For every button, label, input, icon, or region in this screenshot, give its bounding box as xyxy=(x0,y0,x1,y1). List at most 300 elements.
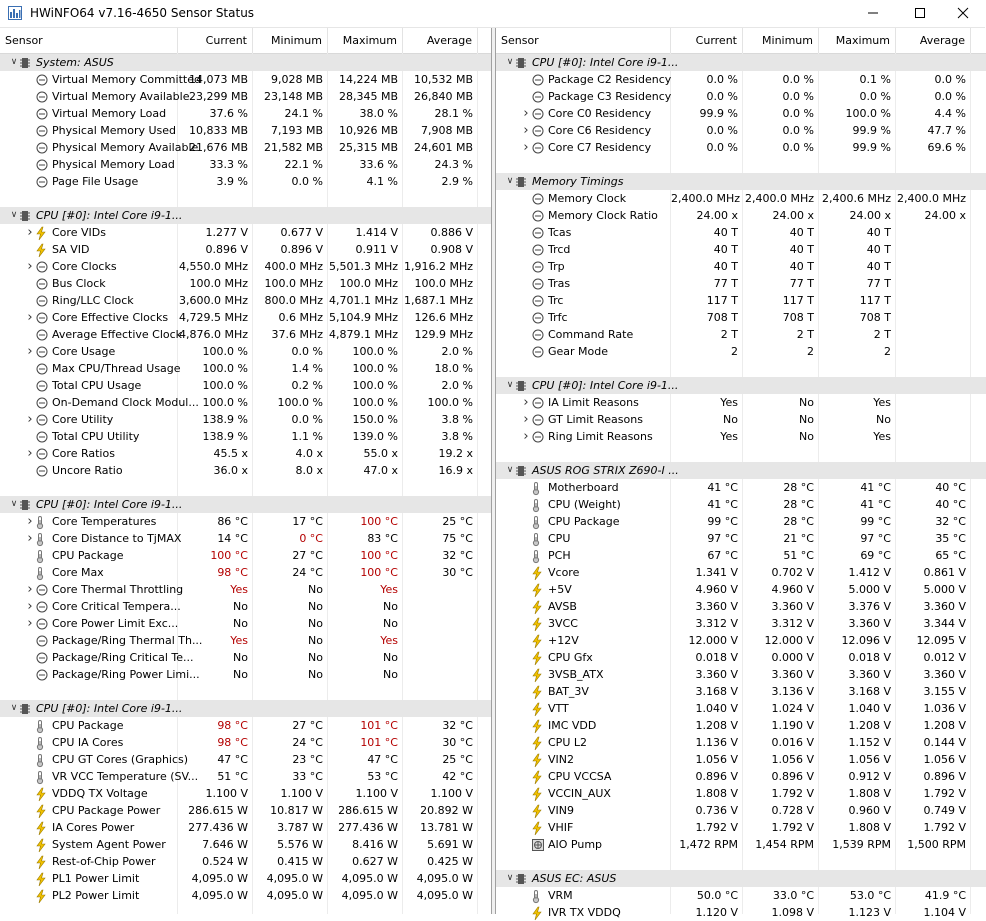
sensor-row[interactable] xyxy=(496,275,986,292)
clock-icon xyxy=(532,430,544,444)
expand-chevron-icon[interactable]: › xyxy=(27,310,33,325)
minimum-value: 0.0 % xyxy=(291,345,323,358)
current-value: 100.0 % xyxy=(202,345,248,358)
sensor-row[interactable] xyxy=(496,309,986,326)
sensor-row[interactable] xyxy=(496,326,986,343)
clock-icon xyxy=(36,379,48,393)
sensor-name-cell xyxy=(520,700,669,717)
sensor-row[interactable] xyxy=(496,122,986,139)
collapse-chevron-icon[interactable]: ∨ xyxy=(10,703,18,713)
minimum-value: 24 °C xyxy=(292,736,323,749)
chip-icon xyxy=(516,872,528,886)
average-value: 40 °C xyxy=(935,498,966,511)
sensor-label: Total CPU Usage xyxy=(52,379,142,392)
sensor-row[interactable] xyxy=(496,887,986,904)
current-value: 41 °C xyxy=(707,481,738,494)
spacer-row xyxy=(0,683,491,700)
sensor-row[interactable] xyxy=(0,122,491,139)
sensor-row[interactable] xyxy=(496,615,986,632)
bolt-icon xyxy=(36,855,48,869)
therm-icon xyxy=(36,770,48,784)
sensor-name-cell xyxy=(520,275,669,292)
minimum-value: 100.0 MHz xyxy=(264,277,323,290)
sensor-row[interactable] xyxy=(0,785,491,802)
sensor-row[interactable] xyxy=(496,683,986,700)
sensor-name-cell xyxy=(520,343,669,360)
sensor-row[interactable] xyxy=(496,598,986,615)
maximum-value: No xyxy=(383,651,398,664)
clock-icon xyxy=(36,447,48,461)
sensor-group-row[interactable] xyxy=(496,870,986,887)
current-value: 0.736 V xyxy=(695,804,738,817)
no-chevron xyxy=(24,870,36,887)
expand-chevron-icon[interactable]: › xyxy=(523,106,529,121)
average-value: 5.691 W xyxy=(427,838,473,851)
group-title: CPU [#0]: Intel Core i9-1... xyxy=(36,702,183,715)
no-chevron xyxy=(24,564,36,581)
sensor-row[interactable] xyxy=(0,428,491,445)
sensor-row[interactable] xyxy=(496,258,986,275)
maximum-value: 100 °C xyxy=(360,549,398,562)
sensor-row[interactable] xyxy=(0,598,491,615)
sensor-row[interactable] xyxy=(496,71,986,88)
no-chevron xyxy=(520,241,532,258)
sensor-row[interactable] xyxy=(0,445,491,462)
close-icon xyxy=(957,7,969,19)
minimum-value: 5.576 W xyxy=(277,838,323,851)
sensor-row[interactable] xyxy=(0,156,491,173)
sensor-name-cell xyxy=(24,139,199,156)
sensor-pane-left[interactable] xyxy=(0,28,492,914)
no-chevron xyxy=(520,547,532,564)
average-value: 3.360 V xyxy=(923,600,966,613)
maximum-value: 8.416 W xyxy=(352,838,398,851)
sensor-row[interactable] xyxy=(496,666,986,683)
close-button[interactable] xyxy=(940,0,986,27)
current-value: 21,676 MB xyxy=(188,141,248,154)
sensor-label: Core Effective Clocks xyxy=(52,311,169,324)
current-value: 47 °C xyxy=(217,753,248,766)
collapse-chevron-icon[interactable]: ∨ xyxy=(506,873,514,883)
clock-icon xyxy=(532,328,544,342)
maximum-value: 47 °C xyxy=(367,753,398,766)
sensor-group-row[interactable] xyxy=(0,207,491,224)
average-value: 24,601 MB xyxy=(413,141,473,154)
sensor-row[interactable] xyxy=(496,649,986,666)
expand-chevron-icon[interactable]: › xyxy=(27,446,33,461)
expand-chevron-icon[interactable]: › xyxy=(523,429,529,444)
sensor-row[interactable] xyxy=(0,632,491,649)
sensor-row[interactable] xyxy=(0,887,491,904)
chip-icon xyxy=(516,175,528,189)
sensor-group-row[interactable] xyxy=(0,700,491,717)
current-value: 4,876.0 MHz xyxy=(178,328,248,341)
maximum-value: Yes xyxy=(380,583,398,596)
minimum-value: 4,095.0 W xyxy=(266,872,323,885)
sensor-row[interactable] xyxy=(0,734,491,751)
average-value: 100.0 MHz xyxy=(414,277,473,290)
bolt-icon xyxy=(532,651,544,665)
sensor-row[interactable] xyxy=(0,853,491,870)
sensor-row[interactable] xyxy=(496,836,986,853)
sensor-row[interactable] xyxy=(496,105,986,122)
sensor-row[interactable] xyxy=(496,547,986,564)
maximum-value: 117 T xyxy=(859,294,891,307)
average-value: 24.3 % xyxy=(434,158,473,171)
column-header-current[interactable]: Current xyxy=(178,28,253,53)
group-title: ASUS ROG STRIX Z690-I ... xyxy=(532,464,679,477)
current-value: 2 xyxy=(731,345,738,358)
sensor-row[interactable] xyxy=(0,462,491,479)
expand-chevron-icon[interactable]: › xyxy=(27,259,33,274)
average-value: 69.6 % xyxy=(927,141,966,154)
average-value: 1,500 RPM xyxy=(907,838,966,851)
sensor-row[interactable] xyxy=(496,207,986,224)
no-chevron xyxy=(520,666,532,683)
minimum-value: 3.136 V xyxy=(771,685,814,698)
maximum-value: 25,315 MB xyxy=(338,141,398,154)
sensor-row[interactable] xyxy=(0,105,491,122)
sensor-row[interactable] xyxy=(0,666,491,683)
minimum-value: 1.4 % xyxy=(291,362,323,375)
no-chevron xyxy=(24,887,36,904)
current-value: 33.3 % xyxy=(209,158,248,171)
no-chevron xyxy=(24,292,36,309)
column-header-maximum[interactable]: Maximum xyxy=(819,28,896,53)
expand-chevron-icon[interactable]: › xyxy=(27,225,33,240)
sensor-row[interactable] xyxy=(0,547,491,564)
average-value: 2,400.0 MHz xyxy=(896,192,966,205)
sensor-name-cell xyxy=(24,751,189,768)
sensor-label: Core Temperatures xyxy=(52,515,157,528)
current-value: 3.360 V xyxy=(695,600,738,613)
column-header-minimum[interactable]: Minimum xyxy=(743,28,819,53)
average-value xyxy=(896,275,971,292)
sensor-group-row[interactable] xyxy=(496,173,986,190)
sensor-group-row[interactable] xyxy=(496,377,986,394)
sensor-row[interactable] xyxy=(496,292,986,309)
sensor-name-cell xyxy=(520,88,672,105)
clock-icon xyxy=(532,345,544,359)
expand-chevron-icon[interactable]: › xyxy=(27,531,33,546)
maximum-value: 100.0 % xyxy=(352,396,398,409)
sensor-row[interactable] xyxy=(0,377,491,394)
bolt-icon xyxy=(532,702,544,716)
current-value: 67 °C xyxy=(707,549,738,562)
sensor-row[interactable] xyxy=(496,241,986,258)
group-title: CPU [#0]: Intel Core i9-1... xyxy=(532,379,679,392)
sensor-row[interactable] xyxy=(0,139,491,156)
sensor-row[interactable] xyxy=(0,513,491,530)
sensor-row[interactable] xyxy=(496,751,986,768)
sensor-row[interactable] xyxy=(496,768,986,785)
sensor-row[interactable] xyxy=(496,564,986,581)
current-value: 36.0 x xyxy=(213,464,248,477)
no-chevron xyxy=(24,853,36,870)
sensor-row[interactable] xyxy=(496,428,986,445)
maximum-value: 101 °C xyxy=(360,719,398,732)
sensor-name-cell xyxy=(24,649,194,666)
sensor-name-cell xyxy=(24,309,176,326)
sensor-row[interactable] xyxy=(0,224,491,241)
sensor-row[interactable] xyxy=(496,139,986,156)
sensor-name-cell xyxy=(24,615,179,632)
no-chevron xyxy=(24,105,36,122)
column-header xyxy=(496,28,986,54)
sensor-row[interactable] xyxy=(496,513,986,530)
clock-icon xyxy=(36,260,48,274)
column-header-maximum[interactable]: Maximum xyxy=(328,28,403,53)
minimum-value: 1.792 V xyxy=(771,821,814,834)
sensor-row[interactable] xyxy=(0,836,491,853)
sensor-row[interactable] xyxy=(496,496,986,513)
sensor-label: Core Usage xyxy=(52,345,116,358)
sensor-group-row[interactable] xyxy=(496,462,986,479)
expand-chevron-icon[interactable]: › xyxy=(523,140,529,155)
sensor-label: PCH xyxy=(548,549,571,562)
therm-icon xyxy=(532,549,544,563)
maximize-button[interactable] xyxy=(897,0,943,27)
column-header-minimum[interactable]: Minimum xyxy=(253,28,328,53)
minimum-value: 0.0 % xyxy=(782,90,814,103)
sensor-row[interactable] xyxy=(0,870,491,887)
maximum-value: 100.0 MHz xyxy=(339,277,398,290)
expand-chevron-icon[interactable]: › xyxy=(27,344,33,359)
collapse-chevron-icon[interactable]: ∨ xyxy=(10,57,18,67)
sensor-row[interactable] xyxy=(0,717,491,734)
sensor-row[interactable] xyxy=(0,802,491,819)
expand-chevron-icon[interactable]: › xyxy=(523,412,529,427)
sensor-row[interactable] xyxy=(0,71,491,88)
sensor-pane-right[interactable] xyxy=(495,28,986,919)
minimum-value: 1.1 % xyxy=(291,430,323,443)
sensor-label: Core C0 Residency xyxy=(548,107,652,120)
collapse-chevron-icon[interactable]: ∨ xyxy=(10,499,18,509)
sensor-row[interactable] xyxy=(496,819,986,836)
sensor-row[interactable] xyxy=(496,734,986,751)
expand-chevron-icon[interactable]: › xyxy=(27,514,33,529)
sensor-label: CPU GT Cores (Graphics) xyxy=(52,753,189,766)
current-value: 3.360 V xyxy=(695,668,738,681)
sensor-group-row[interactable] xyxy=(0,54,491,71)
expand-chevron-icon[interactable]: › xyxy=(27,412,33,427)
maximum-value: 1.208 V xyxy=(848,719,891,732)
clock-icon xyxy=(36,175,48,189)
expand-chevron-icon[interactable]: › xyxy=(27,599,33,614)
sensor-name-cell xyxy=(24,836,176,853)
average-value xyxy=(896,241,971,258)
maximum-value: 4.1 % xyxy=(366,175,398,188)
sensor-row[interactable] xyxy=(0,615,491,632)
average-value: 32 °C xyxy=(935,515,966,528)
sensor-name-cell xyxy=(504,173,669,190)
average-value: 16.9 x xyxy=(438,464,473,477)
average-value xyxy=(896,292,971,309)
minimum-value: 4.960 V xyxy=(771,583,814,596)
current-value: 40 T xyxy=(713,260,738,273)
sensor-name-cell xyxy=(24,343,176,360)
maximum-value: 1.808 V xyxy=(848,787,891,800)
current-value: 3,600.0 MHz xyxy=(178,294,248,307)
chip-icon xyxy=(20,702,32,716)
sensor-row[interactable] xyxy=(0,173,491,190)
expand-chevron-icon[interactable]: › xyxy=(523,123,529,138)
current-value: 86 °C xyxy=(217,515,248,528)
maximum-value: 24.00 x xyxy=(849,209,891,222)
sensor-label: CPU Gfx xyxy=(548,651,593,664)
current-value: 0.0 % xyxy=(706,124,738,137)
sensor-name-cell xyxy=(24,564,176,581)
column-header-sensor[interactable]: Sensor xyxy=(0,28,178,53)
sensor-row[interactable] xyxy=(0,394,491,411)
collapse-chevron-icon[interactable]: ∨ xyxy=(10,210,18,220)
sensor-row[interactable] xyxy=(0,411,491,428)
bolt-icon xyxy=(532,787,544,801)
sensor-name-cell xyxy=(520,105,669,122)
sensor-label: 3VCC xyxy=(548,617,578,630)
current-value: 3.168 V xyxy=(695,685,738,698)
sensor-row[interactable] xyxy=(0,275,491,292)
minimum-value: 23,148 MB xyxy=(263,90,323,103)
clock-icon xyxy=(36,73,48,87)
current-value: 12.000 V xyxy=(688,634,738,647)
sensor-row[interactable] xyxy=(0,343,491,360)
current-value: 14 °C xyxy=(217,532,248,545)
no-chevron xyxy=(24,768,36,785)
average-value: 0.886 V xyxy=(430,226,473,239)
minimize-button[interactable] xyxy=(850,0,896,27)
sensor-row[interactable] xyxy=(0,292,491,309)
sensor-row[interactable] xyxy=(496,411,986,428)
sensor-row[interactable] xyxy=(496,224,986,241)
no-chevron xyxy=(520,904,532,921)
sensor-label: Rest-of-Chip Power xyxy=(52,855,156,868)
chip-icon xyxy=(20,498,32,512)
sensor-row[interactable] xyxy=(496,88,986,105)
clock-icon xyxy=(532,141,544,155)
sensor-name-cell xyxy=(24,717,176,734)
minimum-value: 0.6 MHz xyxy=(278,311,323,324)
sensor-row[interactable] xyxy=(0,258,491,275)
maximum-value: 99.9 % xyxy=(852,124,891,137)
no-chevron xyxy=(24,819,36,836)
sensor-row[interactable] xyxy=(0,649,491,666)
sensor-row[interactable] xyxy=(496,785,986,802)
minimum-value: 40 T xyxy=(789,260,814,273)
therm-icon xyxy=(36,566,48,580)
sensor-row[interactable] xyxy=(496,717,986,734)
sensor-label: CPU xyxy=(548,532,571,545)
sensor-label: CPU Package xyxy=(52,719,124,732)
maximum-value: Yes xyxy=(380,634,398,647)
average-value: 10,532 MB xyxy=(413,73,473,86)
clock-icon xyxy=(36,600,48,614)
average-value xyxy=(403,581,478,598)
sensor-row[interactable] xyxy=(0,564,491,581)
sensor-row[interactable] xyxy=(496,802,986,819)
sensor-row[interactable] xyxy=(0,326,491,343)
average-value: 26,840 MB xyxy=(413,90,473,103)
therm-icon xyxy=(36,532,48,546)
clock-icon xyxy=(36,362,48,376)
sensor-row[interactable] xyxy=(496,530,986,547)
maximum-value: No xyxy=(383,668,398,681)
sensor-label: Ring/LLC Clock xyxy=(52,294,134,307)
sensor-label: Core C7 Residency xyxy=(548,141,652,154)
minimum-value: 10.817 W xyxy=(270,804,323,817)
sensor-row[interactable] xyxy=(496,190,986,207)
current-value: 0.018 V xyxy=(695,651,738,664)
expand-chevron-icon[interactable]: › xyxy=(27,582,33,597)
minimum-value: 3.360 V xyxy=(771,668,814,681)
sensor-name-cell xyxy=(24,71,201,88)
sensor-row[interactable] xyxy=(0,309,491,326)
average-value xyxy=(896,411,971,428)
maximum-value: 150.0 % xyxy=(352,413,398,426)
sensor-name-cell xyxy=(24,666,200,683)
sensor-row[interactable] xyxy=(0,751,491,768)
average-value: 35 °C xyxy=(935,532,966,545)
sensor-row[interactable] xyxy=(0,819,491,836)
sensor-label: CPU Package xyxy=(548,515,620,528)
sensor-row[interactable] xyxy=(496,343,986,360)
sensor-row[interactable] xyxy=(0,88,491,105)
minimum-value: 0 °C xyxy=(299,532,323,545)
sensor-row[interactable] xyxy=(496,479,986,496)
sensor-label: Tras xyxy=(548,277,571,290)
clock-icon xyxy=(36,141,48,155)
collapse-chevron-icon[interactable]: ∨ xyxy=(506,176,514,186)
maximum-value: 33.6 % xyxy=(359,158,398,171)
collapse-chevron-icon[interactable]: ∨ xyxy=(506,57,514,67)
column-header-sensor[interactable]: Sensor xyxy=(496,28,671,53)
current-value: No xyxy=(233,668,248,681)
sensor-group-row[interactable] xyxy=(0,496,491,513)
expand-chevron-icon[interactable]: › xyxy=(523,395,529,410)
sensor-row[interactable] xyxy=(496,581,986,598)
sensor-name-cell xyxy=(24,581,184,598)
sensor-label: Ring Limit Reasons xyxy=(548,430,653,443)
no-chevron xyxy=(520,836,532,853)
collapse-chevron-icon[interactable]: ∨ xyxy=(506,465,514,475)
sensor-row[interactable] xyxy=(0,581,491,598)
column-header-average[interactable]: Average xyxy=(403,28,478,53)
sensor-row[interactable] xyxy=(496,394,986,411)
minimum-value: 21,582 MB xyxy=(263,141,323,154)
minimum-value: 27 °C xyxy=(292,549,323,562)
sensor-group-row[interactable] xyxy=(496,54,986,71)
column-header-current[interactable]: Current xyxy=(671,28,743,53)
sensor-name-cell xyxy=(520,326,669,343)
column-header-average[interactable]: Average xyxy=(896,28,971,53)
sensor-row[interactable] xyxy=(0,241,491,258)
sensor-row[interactable] xyxy=(496,700,986,717)
no-chevron xyxy=(520,700,532,717)
expand-chevron-icon[interactable]: › xyxy=(27,616,33,631)
sensor-row[interactable] xyxy=(0,530,491,547)
sensor-row[interactable] xyxy=(496,632,986,649)
clock-icon xyxy=(36,345,48,359)
chip-icon xyxy=(516,464,528,478)
sensor-row[interactable] xyxy=(0,360,491,377)
no-chevron xyxy=(520,479,532,496)
collapse-chevron-icon[interactable]: ∨ xyxy=(506,380,514,390)
sensor-name-cell xyxy=(24,870,176,887)
sensor-label: Max CPU/Thread Usage xyxy=(52,362,181,375)
average-value: 13.781 W xyxy=(420,821,473,834)
sensor-row[interactable] xyxy=(0,768,491,785)
sensor-row[interactable] xyxy=(496,904,986,921)
